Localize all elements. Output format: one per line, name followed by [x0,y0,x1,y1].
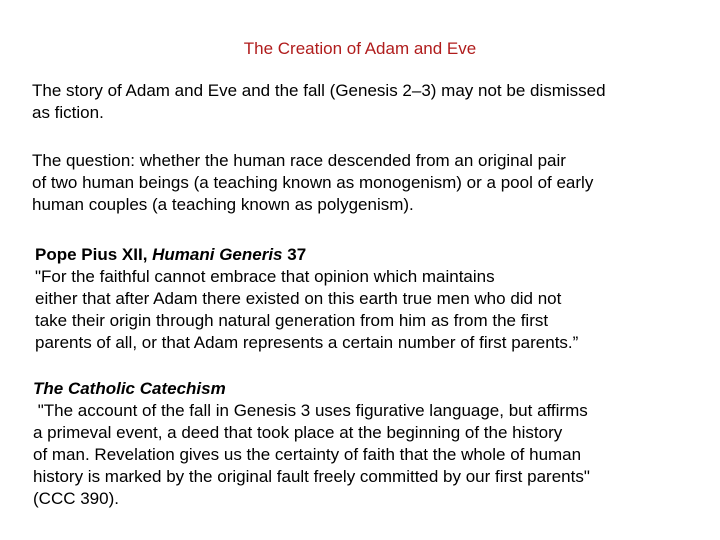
question-paragraph [32,150,593,216]
pius-quote-block [35,244,578,354]
catechism-line-1: "The account of the fall in Genesis 3 uses figurative language, but affirms [33,401,588,420]
pius-heading [35,244,578,266]
question-line-3: human couples (a teaching known as polygenism). [32,195,414,214]
slide-title: The Creation of Adam and Eve [243,39,477,58]
pius-heading-suffix: 37 [282,245,307,264]
intro-line-2: as fiction. [32,103,104,122]
catechism-quote-block [33,378,590,510]
catechism-line-2: a primeval event, a deed that took place at the beginning of the history [33,423,563,442]
pius-line-1: "For the faithful cannot embrace that opinion which maintains [35,267,495,286]
pius-line-2: either that after Adam there existed on this earth true men who did not [35,289,562,308]
pius-line-3: take their origin through natural generation from him as from the first [35,311,549,330]
catechism-line-5: (CCC 390). [33,489,119,508]
question-line-2: of two human beings (a teaching known as monogenism) or a pool of early [32,173,594,192]
catechism-line-3: of man. Revelation gives us the certainty of faith that the whole of human [33,445,582,464]
catechism-line-4: history is marked by the original fault freely committed by our first parents" [33,467,590,486]
question-line-1: The question: whether the human race descended from an original pair [32,151,566,170]
intro-line-1: The story of Adam and Eve and the fall (Genesis 2–3) may not be dismissed [32,81,606,100]
pius-heading-title: Humani Generis [152,245,283,264]
catechism-heading: The Catholic Catechism [33,379,226,398]
intro-paragraph [32,80,606,124]
pius-heading-prefix: Pope Pius XII, [35,245,153,264]
pius-line-4: parents of all, or that Adam represents a certain number of first parents.” [35,333,579,352]
